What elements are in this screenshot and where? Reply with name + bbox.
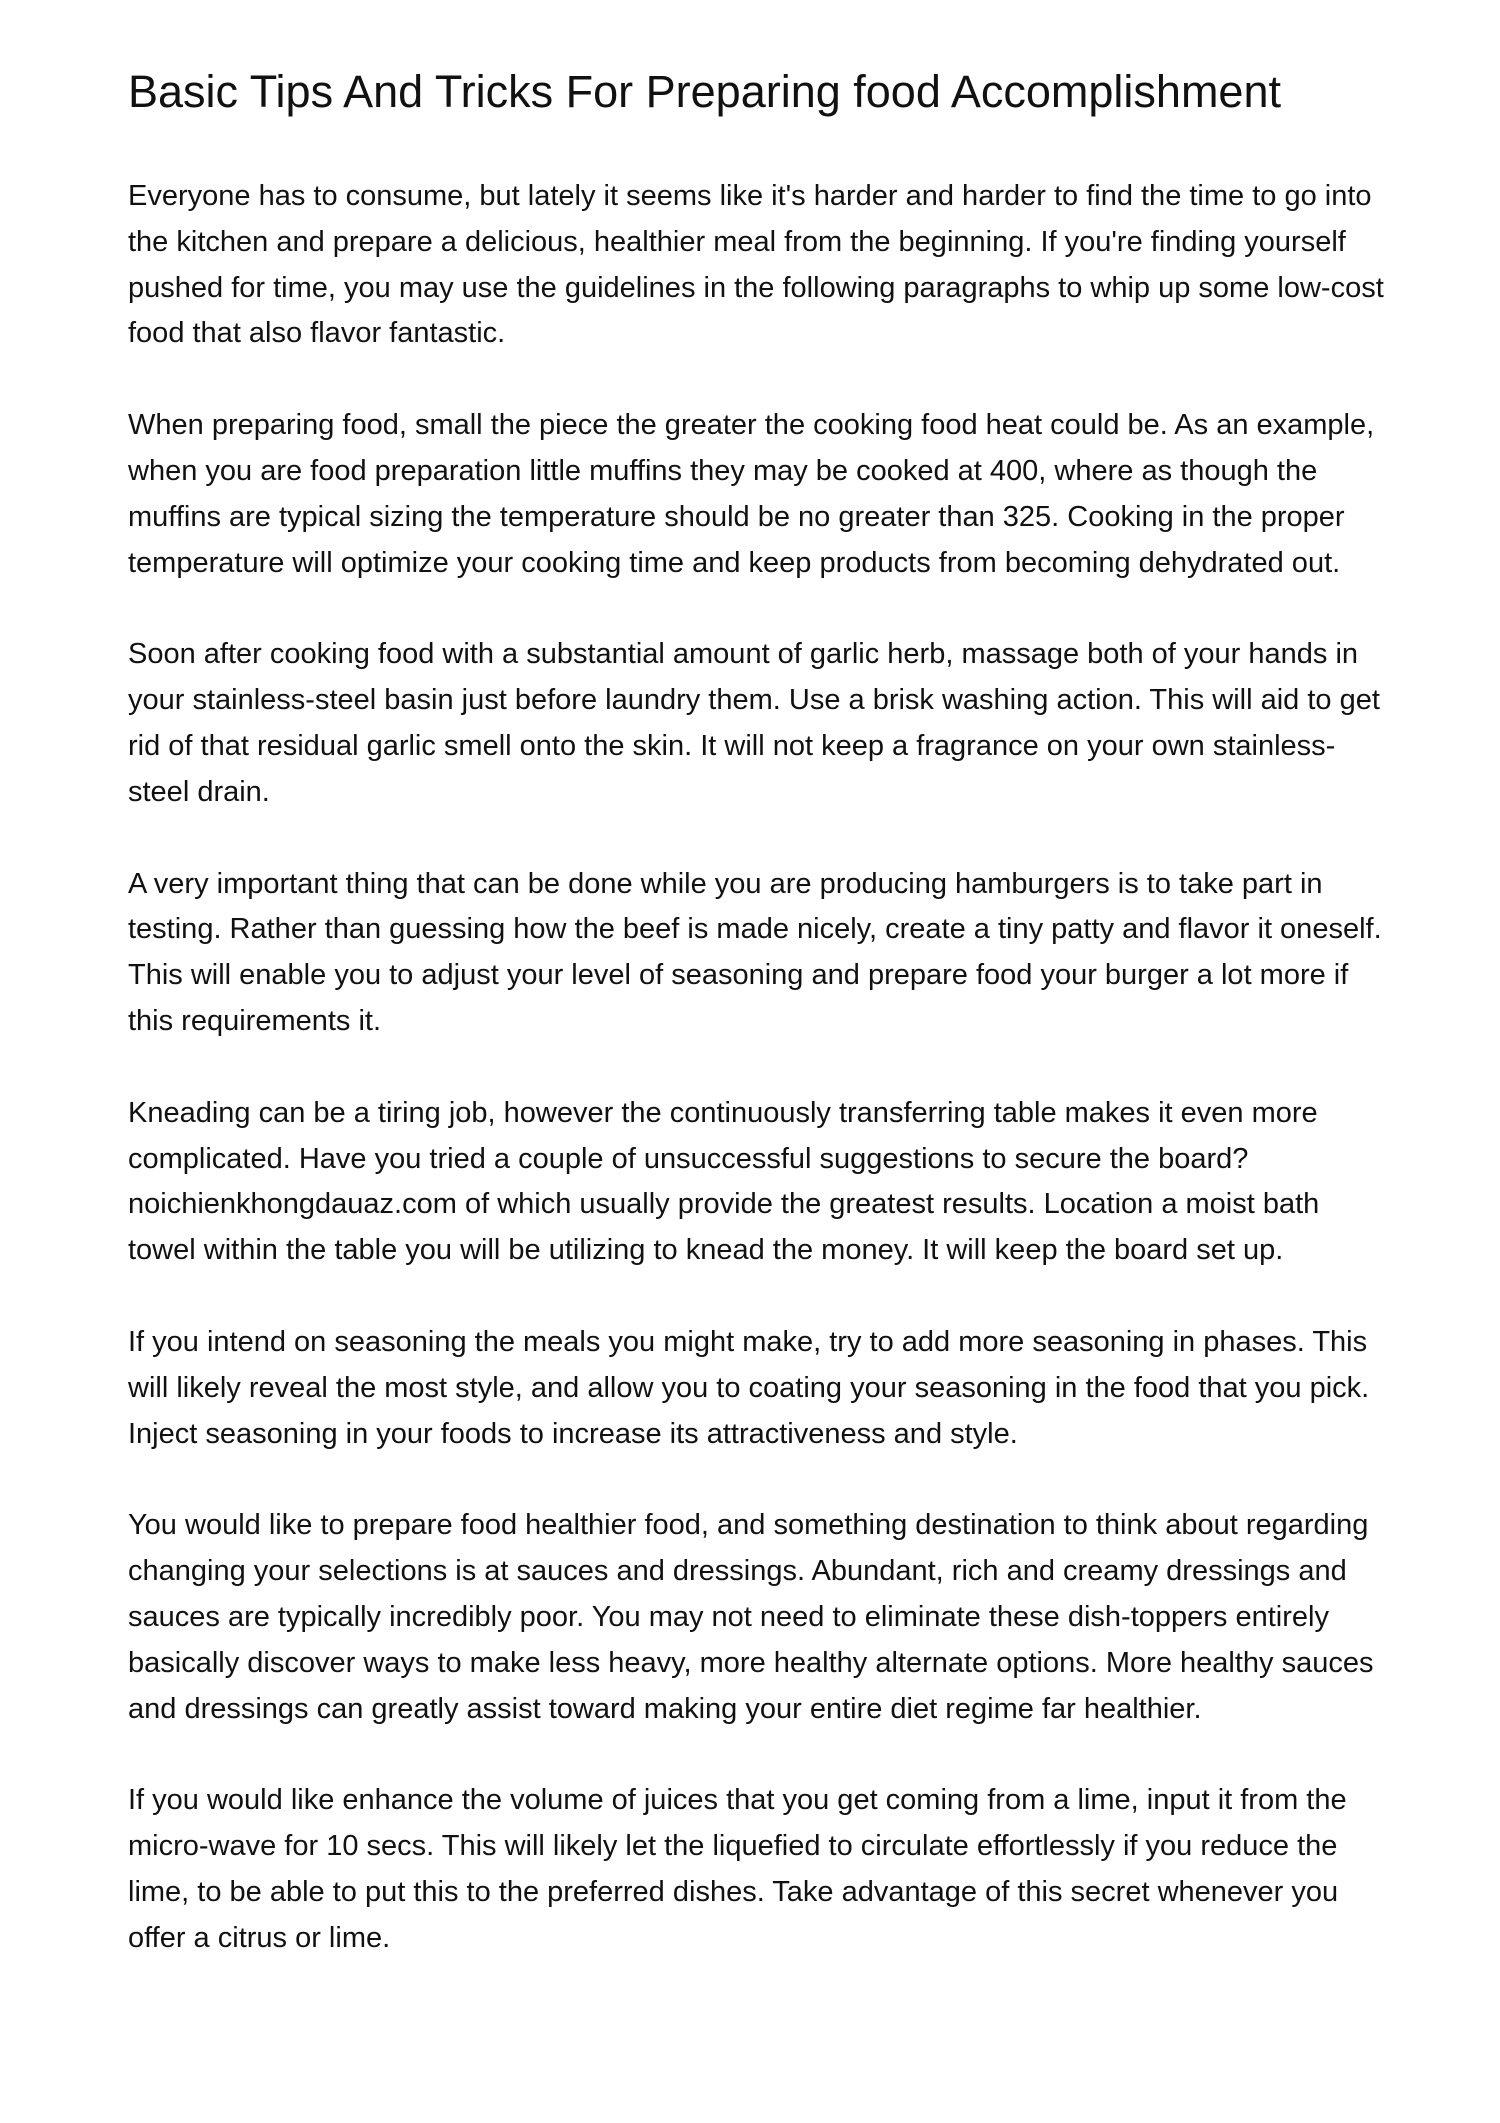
document-title: Basic Tips And Tricks For Preparing food Accomplishment — [128, 66, 1281, 117]
paragraph-3: Soon after cooking food with a substantial amount of garlic herb, massage both of your hands in your stainless-steel basin just before laundry them. Use a brisk washing action. This will aid to get rid of that residual garlic smell onto the skin. It will not keep a fragrance on your own stainless-steel drain. — [128, 638, 1380, 808]
paragraph-8: If you would like enhance the volume of juices that you get coming from a lime, input it from the micro-wave for 10 secs. This will likely let the liquefied to circulate effortlessly if you reduce the lime, to be able to put this to the preferred dishes. Take advantage of this secret whenever you offer a citrus or lime. — [128, 1784, 1347, 1954]
document-page — [128, 62, 1390, 2008]
paragraph-1: Everyone has to consume, but lately it seems like it's harder and harder to find the time to go into the kitchen and prepare a delicious, healthier meal from the beginning. If you're finding yourself pushed for time, you may use the guidelines in the following paragraphs to whip up some low-cost food that also flavor fantastic. — [128, 180, 1384, 350]
paragraph-5: Kneading can be a tiring job, however the continuously transferring table makes it even more complicated. Have you tried a couple of unsuccessful suggestions to secure the board? noichienkhongdauaz.com of which usually provide the greatest results. Location a moist bath towel within the table you will be utilizing to knead the money. It will keep the board set up. — [128, 1096, 1320, 1267]
paragraph-2: When preparing food, small the piece the greater the cooking food heat could be. As an example, when you are food preparation little muffins they may be cooked at 400, where as though the muffins are typical sizing the temperature should be no greater than 325. Cooking in the proper temperature will optimize your cooking time and keep products from becoming dehydrated out. — [128, 409, 1375, 579]
paragraph-4: A very important thing that can be done while you are producing hamburgers is to take part in testing. Rather than guessing how the beef is made nicely, create a tiny patty and flavor it oneself. This will enable you to adjust your level of seasoning and prepare food your burger a lot more if this requirements it. — [128, 867, 1382, 1037]
paragraph-6: If you intend on seasoning the meals you might make, try to add more seasoning in phases. This will likely reveal the most style, and allow you to coating your seasoning in the food that you pick. Inject seasoning in your foods to increase its attractiveness and style. — [128, 1325, 1370, 1450]
paragraph-7: You would like to prepare food healthier food, and something destination to think about regarding changing your selections is at sauces and dressings. Abundant, rich and creamy dressings and sauces are typically incredibly poor. You may not need to eliminate these dish-toppers entirely basically discover ways to make less heavy, more healthy alternate options. More healthy sauces and dressings can greatly assist toward making your entire diet regime far healthier. — [128, 1509, 1374, 1725]
